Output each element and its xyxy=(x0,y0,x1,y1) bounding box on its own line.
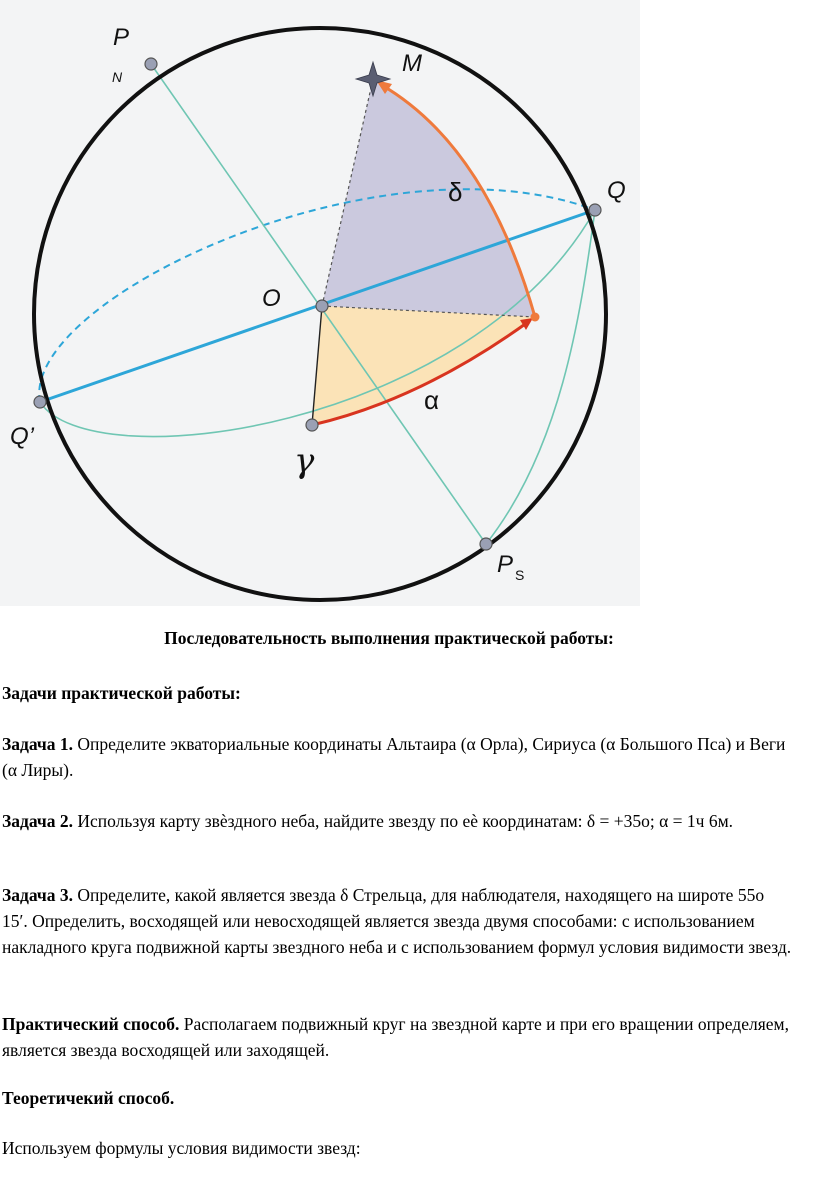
formulas-intro: Используем формулы условия видимости звезд: xyxy=(2,1138,361,1158)
task-3-label: Задача 3. xyxy=(2,885,74,905)
point-q-prime xyxy=(34,396,46,408)
point-vernal-equinox xyxy=(306,419,318,431)
task-3 xyxy=(2,882,792,960)
practical-method-label: Практический способ. xyxy=(2,1014,180,1034)
task-3-text: Определите, какой является звезда δ Стрельца, для наблюдателя, находящего на широте 55о 15′. Определить, восходящей или невосходящей является звезда двумя способами: с использованием накладного круга подвижной карты звездного неба и с использованием формул условия видимости звезд. xyxy=(2,885,792,957)
task-1-label: Задача 1. xyxy=(2,734,74,754)
celestial-sphere-figure xyxy=(0,0,640,606)
label-alpha: α xyxy=(424,385,440,415)
point-north-pole xyxy=(145,58,157,70)
label-m: M xyxy=(402,50,422,77)
section-heading: Последовательность выполнения практической работы: xyxy=(164,628,614,648)
label-pn: P xyxy=(113,24,130,51)
task-1-text: Определите экваториальные координаты Альтаира (α Орла), Сириуса (α Большого Пса) и Веги (α Лиры). xyxy=(2,734,786,780)
task-2 xyxy=(2,808,792,834)
celestial-sphere-diagram xyxy=(0,0,640,606)
label-ps: P xyxy=(497,551,514,578)
label-gamma: γ xyxy=(294,441,315,481)
label-ps-sub: S xyxy=(515,567,525,583)
theoretical-method-title: Теоретичекий способ. xyxy=(2,1088,175,1108)
task-1 xyxy=(2,731,792,783)
label-delta: δ xyxy=(448,177,463,207)
label-q: Q xyxy=(607,177,626,204)
point-q xyxy=(589,204,601,216)
label-o: O xyxy=(262,285,281,312)
declination-sector xyxy=(322,79,535,317)
point-hour-foot xyxy=(531,313,540,322)
practical-method-text: Располагаем подвижный круг на звездной карте и при его вращении определяем, является звезда восходящей или заходящей. xyxy=(2,1014,789,1060)
practical-method xyxy=(2,1011,792,1063)
label-pn-sub: N xyxy=(112,69,123,85)
point-o xyxy=(316,300,328,312)
point-south-pole xyxy=(480,538,492,550)
task-2-text: Используя карту звѐздного неба, найдите звезду по еѐ координатам: δ = +35о; α = 1ч 6м. xyxy=(73,811,734,831)
label-q-prime: Q’ xyxy=(10,423,34,450)
task-2-label: Задача 2. xyxy=(2,811,74,831)
tasks-title: Задачи практической работы: xyxy=(2,683,241,703)
